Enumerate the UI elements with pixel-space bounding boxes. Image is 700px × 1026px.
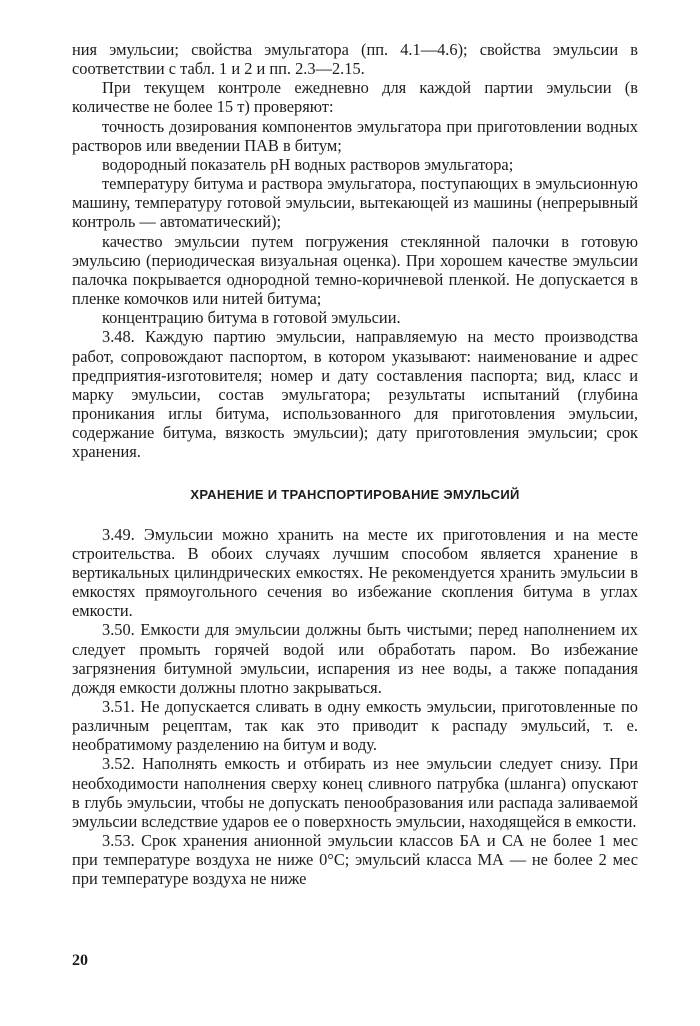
paragraph-concentration: концентрацию битума в готовой эмульсии. <box>102 308 401 328</box>
paragraph-quality-check: качество эмульсии путем погружения стеклянной палочки в готовую эмульсию (периодическая визуальная оценка). При хорошем качестве эмульсии палочка покрывается однородной темно-коричневой пленкой. Не допускается в пленке комочков или нитей битума; <box>72 231 638 309</box>
paragraph-3-50: 3.50. Емкости для эмульсии должны быть чистыми; перед наполнением их следует промыть горячей водой или обработать паром. Во избежание загрязнения битумной эмульсии, испарения из нее воды, а также попадания дождя емкости должны плотно закрываться. <box>72 620 638 697</box>
paragraph-ph: водородный показатель pH водных растворов эмульгатора; <box>102 154 514 174</box>
paragraph-current-control: При текущем контроле ежедневно для каждой партии эмульсии (в количестве не более 15 т) проверяют: <box>72 78 638 117</box>
paragraph-temperature: температуру битума и раствора эмульгатора, поступающих в эмульсионную машину, температуру готовой эмульсии, вытекающей из машины (непрерывный контроль — автоматический); <box>72 174 638 232</box>
paragraph-dosing-accuracy: точность дозирования компонентов эмульгатора при приготовлении водных растворов или введении ПАВ в битум; <box>72 116 638 155</box>
paragraph-3-53: 3.53. Срок хранения анионной эмульсии классов БА и СА не более 1 мес при температуре воздуха не ниже 0°C; эмульсий класса МА — не более 2 мес при температуре воздуха не ниже <box>72 831 638 889</box>
paragraph-continuation: ния эмульсии; свойства эмульгатора (пп. 4.1—4.6); свойства эмульсии в соответствии с табл. 1 и 2 и пп. 2.3—2.15. <box>72 40 638 79</box>
paragraph-3-49: 3.49. Эмульсии можно хранить на месте их приготовления и на месте строительства. В обоих случаях лучшим способом является хранение в вертикальных цилиндрических емкостях. Не рекомендуется хранить эмульсии в емкостях прямоугольного сечения во избежание скопления битума в углах емкости. <box>72 524 638 621</box>
body-text <box>72 40 638 889</box>
page-number: 20 <box>72 952 88 969</box>
paragraph-3-52: 3.52. Наполнять емкость и отбирать из нее эмульсии следует снизу. При необходимости наполнения сверху конец сливного патрубка (шланга) опускают в глубь эмульсии, чтобы не допускать пенообразования или распада заливаемой эмульсии вследствие ударов ее о поверхность эмульсии, находящейся в емкости. <box>72 754 638 831</box>
paragraph-3-48: 3.48. Каждую партию эмульсии, направляемую на место производства работ, сопровождают паспортом, в котором указывают: наименование и адрес предприятия-изготовителя; номер и дату составления паспорта; вид, класс и марку эмульсии, состав эмульгатора; результаты испытаний (глубина проникания иглы битума, использованного для приготовления эмульсии, содержание битума, вязкость эмульсии); дату приготовления эмульсии; срок хранения. <box>72 327 638 462</box>
section-heading: ХРАНЕНИЕ И ТРАНСПОРТИРОВАНИЕ ЭМУЛЬСИЙ <box>190 487 520 503</box>
paragraph-3-51: 3.51. Не допускается сливать в одну емкость эмульсии, приготовленные по различным рецептам, так как это приводит к распаду эмульсий, т. е. необратимому разделению на битум и воду. <box>72 697 638 755</box>
